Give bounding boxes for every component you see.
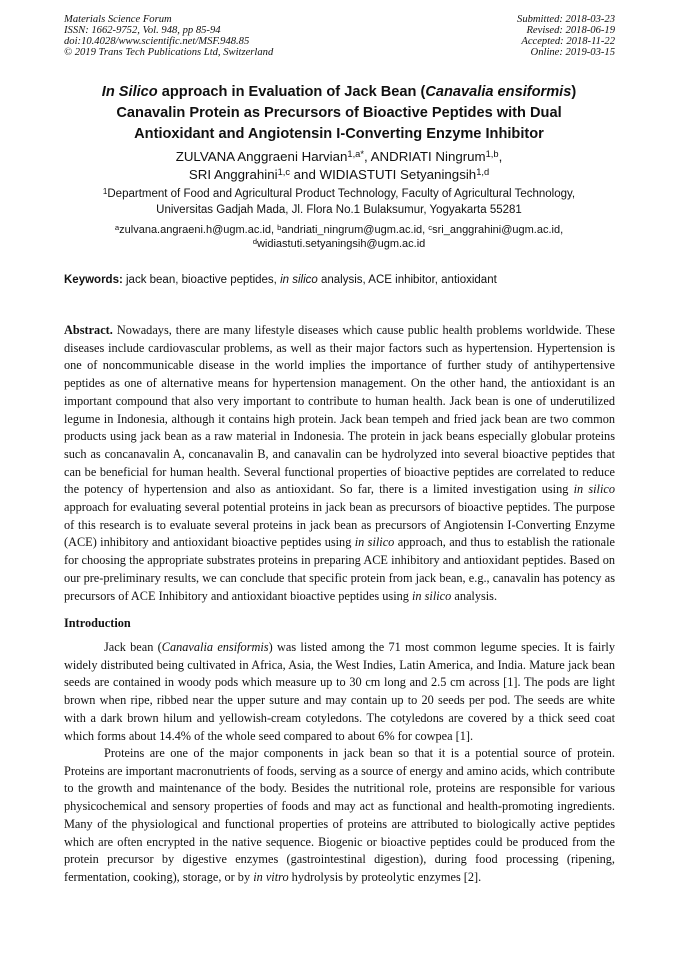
- keywords: [64, 273, 615, 288]
- abstract-italic: in silico: [573, 482, 616, 497]
- revised-date: Revised: 2018-06-19: [526, 25, 615, 36]
- email-line-1: [40, 223, 638, 237]
- copyright-line: © 2019 Trans Tech Publications Ltd, Switzerland: [64, 47, 274, 58]
- publication-dates-header: [517, 14, 615, 58]
- paragraph-text: ) was listed among the 71 most common legume species. It is fairly widely distributed being cultivated in Africa, Asia, the West Indies, Latin America, and India. Mature jack bean seeds are contained in woody pods which measure up to 30 cm long and 2.5 cm across [1]. The pods are light brown when ripe, ribbed near the upper suture and may contain up to 20 seeds per pod. The seeds are white with a dark brown hilum and yellowish-cream cotyledons. The cotyledons are covered by a thick seed coat which forms about 14.4% of the whole seed compared to about 6% for cowpea [1].: [64, 640, 615, 743]
- keywords-italic: in silico: [280, 274, 318, 286]
- email-a-marker: a: [114, 222, 120, 232]
- email-a: zulvana.angraeni.h@ugm.ac.id,: [119, 224, 278, 236]
- keywords-label: Keywords:: [64, 274, 123, 286]
- abstract-italic: in silico: [354, 535, 395, 550]
- online-date: Online: 2019-03-15: [530, 47, 615, 58]
- paragraph-italic: in vitro: [253, 869, 289, 884]
- affiliation-line-1: [40, 186, 638, 202]
- title-line-3: Antioxidant and Angiotensin I-Converting Enzyme Inhibitor: [134, 126, 544, 142]
- email-b-marker: b: [277, 222, 282, 232]
- journal-name: Materials Science Forum: [64, 14, 172, 25]
- submitted-date: Submitted: 2018-03-23: [517, 14, 615, 25]
- abstract-italic: in silico: [412, 588, 452, 603]
- author-1-affil: 1,a*: [347, 149, 364, 160]
- author-separator: ,: [498, 149, 503, 164]
- title-line-1: [40, 82, 638, 103]
- author-2-affil: 1,b: [485, 149, 499, 160]
- affiliation-marker: 1: [102, 186, 108, 196]
- accepted-date: Accepted: 2018-11-22: [521, 36, 615, 47]
- title-line-2: Canavalin Protein as Precursors of Bioactive Peptides with Dual: [116, 105, 562, 121]
- author-4-affil: 1,d: [476, 167, 490, 178]
- abstract-text: Nowadays, there are many lifestyle diseases which cause public health problems worldwide. These diseases include cardiovascular problems, as well as their major factors such as hypertension. Hypertension is one of noncommunicable disease in the world implies the importance of further study of antihypertensive peptides as one of alternative means for hypertension management. On the other hand, the antioxidant is an important compound that also very important to contribute to human health. Jack bean is one of underutilized legume in Indonesia, although it contains high protein. Jack bean tempeh and fried jack bean are two common products using jack bean as a raw material in Indonesia. The protein in jack beans especially globular proteins such as concanavalin A, concanavalin B, and canavalin can be hydrolyzed into several bioactive peptides that can be beneficial for human health. Several functional properties of bioactive peptides are correlated to reduce the potency of hypertension and also as antioxidant. So far, there is a limited investigation using: [64, 323, 615, 497]
- author-3: SRI Anggrahini: [188, 167, 278, 182]
- abstract-text: approach for evaluating several potential proteins in jack bean as precursors of bioactive peptides. The purpose of this research is to evaluate several proteins in jack bean as precursors of Angiotensin I-Converting Enzyme (ACE) inhibitory and antioxidant bioactive peptides using: [64, 500, 615, 550]
- author-1: ZULVANA Anggraeni Harvian: [175, 149, 348, 164]
- author-4: and WIDIASTUTI Setyaningsih: [289, 167, 477, 182]
- author-line-1: [40, 148, 638, 166]
- affiliation-line-2: Universitas Gadjah Mada, Jl. Flora No.1 Bulaksumur, Yogyakarta 55281: [156, 204, 522, 216]
- title-text-paren: ): [571, 84, 577, 100]
- author-emails: [40, 223, 638, 251]
- author-2: , ANDRIATI Ningrum: [363, 149, 486, 164]
- email-b: andriati_ningrum@ugm.ac.id,: [281, 224, 429, 236]
- paragraph-text: hydrolysis by proteolytic enzymes [2].: [288, 869, 482, 884]
- abstract: [64, 322, 615, 605]
- abstract-text: approach, and thus to establish the rationale for choosing the appropriate substrates proteins in preparing ACE inhibitory and antioxidant peptides. Based on our pre-preliminary results, we can conclude that specific protein from jack bean, e.g., canavalin has potency as precursors of ACE Inhibitory and antioxidant bioactive peptides using: [64, 535, 615, 603]
- paper-title: [40, 82, 638, 145]
- email-c: sri_anggrahini@ugm.ac.id,: [432, 224, 564, 236]
- doi-line: doi:10.4028/www.scientific.net/MSF.948.85: [64, 36, 250, 47]
- keywords-text: jack bean, bioactive peptides,: [122, 274, 281, 286]
- keywords-text-end: analysis, ACE inhibitor, antioxidant: [317, 274, 497, 286]
- abstract-text: analysis.: [451, 588, 498, 603]
- abstract-label: Abstract.: [64, 323, 113, 337]
- affiliation-dept: Department of Food and Agricultural Product Technology, Faculty of Agricultural Technology,: [107, 188, 576, 200]
- paragraph-text: Proteins are one of the major components in jack bean so that it is a potential source of protein. Proteins are important macronutrients of foods, serving as a source of energy and amino acids, which contribute to the growth and maintenance of the body. Besides the nutritional role, proteins are responsible for various physicochemical and sensory properties of foods and may act as functional and health-promoting ingredients. Many of the physiological and functional properties of proteins are attributed to biologically active peptides which are often encrypted in the native sequence. Biogenic or bioactive peptides could be produced from the protein precursor by digestive enzymes (gastrointestinal digestion), during food processing (ripening, fermentation, cooking), storage, or by: [64, 746, 615, 884]
- paragraph-italic-species: Canavalia ensiformis: [161, 640, 269, 654]
- author-line-2: [40, 166, 638, 184]
- author-3-affil: 1,c: [277, 167, 290, 178]
- title-text: approach in Evaluation of Jack Bean (: [157, 84, 426, 100]
- section-heading-introduction: Introduction: [64, 616, 131, 630]
- email-c-marker: c: [428, 222, 433, 232]
- paragraph-text: Jack bean (: [104, 640, 162, 654]
- email-line-2: [40, 237, 638, 251]
- issn-line: ISSN: 1662-9752, Vol. 948, pp 85-94: [64, 25, 221, 36]
- affiliation: [40, 186, 638, 218]
- title-italic-species: Canavalia ensiformis: [425, 84, 572, 100]
- author-list: [40, 148, 638, 184]
- title-italic-in-silico: In Silico: [101, 84, 158, 100]
- journal-info-header: [64, 14, 273, 58]
- intro-paragraph-1: [64, 639, 615, 745]
- email-d: widiastuti.setyaningsih@ugm.ac.id: [256, 238, 426, 250]
- email-d-marker: d: [252, 236, 257, 246]
- intro-paragraph-2: [64, 745, 615, 887]
